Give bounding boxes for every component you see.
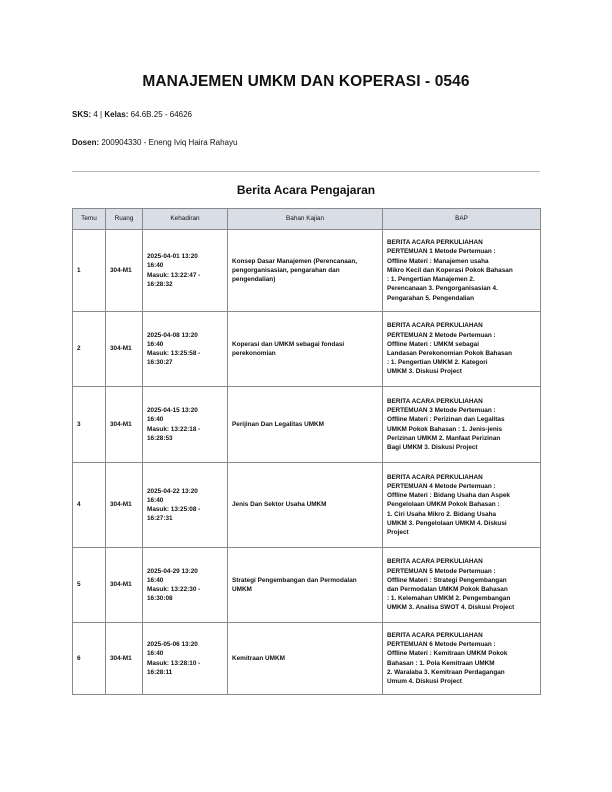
- bap-line: Offline Materi : UMKM sebagai: [387, 340, 479, 348]
- bap-line: Offline Materi : Perizinan dan Legalitas: [387, 416, 505, 424]
- bap-line: PERTEMUAN 3 Metode Pertemuan :: [387, 407, 496, 415]
- bap-line: Bahasan : 1. Pola Kemitraan UMKM: [387, 659, 495, 667]
- bap-line: PERTEMUAN 1 Metode Pertemuan :: [387, 248, 496, 256]
- dosen-value: 200904330 - Eneng Iviq Haira Rahayu: [101, 138, 238, 147]
- kehadiran-line: 2025-04-22 13:20: [147, 487, 198, 495]
- kehadiran-line: 16:27:31: [147, 515, 173, 523]
- bap-line: Project: [387, 529, 409, 536]
- kehadiran-line: 16:30:08: [147, 595, 173, 603]
- bap-line: BERITA ACARA PERKULIAHAN: [387, 631, 483, 639]
- bap-line: Perencanaan 3. Pengorganisasian 4.: [387, 285, 498, 293]
- bap-line: : 1. Pengertian Manajemen 2.: [387, 276, 475, 284]
- cell-temu: 1: [73, 230, 106, 312]
- kehadiran-line: 2025-04-01 13:20: [147, 253, 198, 261]
- cell-bahan-kajian: Strategi Pengembangan dan Permodalan UMKM: [228, 548, 383, 623]
- cell-bap: [383, 230, 541, 312]
- header-bahan-kajian: Bahan Kajian: [228, 209, 383, 230]
- bap-line: Offline Materi : Bidang Usaha dan Aspek: [387, 492, 510, 500]
- cell-kehadiran: [143, 548, 228, 623]
- bap-line: Landasan Perekonomian Pokok Bahasan: [387, 350, 513, 357]
- document-title: MANAJEMEN UMKM DAN KOPERASI - 0546: [142, 73, 470, 90]
- bap-line: PERTEMUAN 2 Metode Pertemuan :: [387, 331, 496, 339]
- kehadiran-line: 16:28:11: [147, 668, 173, 676]
- bap-line: 1. Ciri Usaha Mikro 2. Bidang Usaha: [387, 510, 497, 518]
- kehadiran-line: Masuk: 13:25:08 -: [147, 506, 201, 513]
- divider: [72, 171, 540, 172]
- bap-line: BERITA ACARA PERKULIAHAN: [387, 473, 483, 481]
- kelas-label: Kelas:: [104, 110, 129, 119]
- cell-kehadiran: [143, 463, 228, 548]
- table-row: [73, 463, 541, 548]
- cell-bahan-kajian: Jenis Dan Sektor Usaha UMKM: [228, 463, 383, 548]
- cell-bap: [383, 387, 541, 463]
- meta-separator: |: [100, 110, 103, 119]
- table-row: [73, 623, 541, 695]
- bap-line: BERITA ACARA PERKULIAHAN: [387, 397, 483, 405]
- cell-temu: 3: [73, 387, 106, 463]
- kelas-value: 64.6B.25 - 64626: [130, 110, 192, 119]
- header-temu: Temu: [73, 209, 106, 230]
- cell-bap: [383, 548, 541, 623]
- cell-kehadiran: [143, 387, 228, 463]
- kehadiran-line: Masuk: 13:22:30 -: [147, 586, 201, 593]
- bap-line: UMKM 3. Pengelolaan UMKM 4. Diskusi: [387, 519, 507, 527]
- bap-line: : 1. Kelemahan UMKM 2. Pengembangan: [387, 595, 511, 603]
- cell-ruang: 304-M1: [106, 387, 143, 463]
- kehadiran-line: Masuk: 13:25:58 -: [147, 350, 201, 357]
- bap-line: Umum 4. Diskusi Project: [387, 677, 462, 685]
- course-meta: [72, 110, 192, 119]
- cell-ruang: 304-M1: [106, 312, 143, 387]
- header-ruang: Ruang: [106, 209, 143, 230]
- cell-kehadiran: [143, 623, 228, 695]
- table-row: [73, 548, 541, 623]
- cell-temu: 5: [73, 548, 106, 623]
- bap-line: PERTEMUAN 5 Metode Pertemuan :: [387, 567, 496, 575]
- kehadiran-line: 2025-04-08 13:20: [147, 331, 198, 339]
- bap-line: BERITA ACARA PERKULIAHAN: [387, 239, 483, 247]
- kehadiran-line: Masuk: 13:22:18 -: [147, 425, 201, 433]
- bap-line: UMKM 3. Analisa SWOT 4. Diskusi Project: [387, 604, 515, 612]
- cell-bahan-kajian: Perijinan Dan Legalitas UMKM: [228, 387, 383, 463]
- dosen-label: Dosen:: [72, 138, 100, 147]
- cell-bahan-kajian: Kemitraan UMKM: [228, 623, 383, 695]
- kehadiran-line: Masuk: 13:28:10 -: [147, 659, 201, 667]
- kehadiran-line: 16:40: [147, 416, 164, 424]
- kehadiran-line: Masuk: 13:22:47 -: [147, 271, 201, 279]
- kehadiran-line: 16:28:32: [147, 280, 173, 288]
- kehadiran-line: 16:40: [147, 262, 164, 270]
- bap-line: Offline Materi : Strategi Pengembangan: [387, 576, 507, 584]
- bap-line: Pengelolaan UMKM Pokok Bahasan :: [387, 501, 500, 509]
- sks-value: 4: [93, 110, 98, 119]
- cell-bap: [383, 623, 541, 695]
- cell-bahan-kajian: Konsep Dasar Manajemen (Perencanaan, pengorganisasian, pengarahan dan pengendalian): [228, 230, 383, 312]
- cell-ruang: 304-M1: [106, 463, 143, 548]
- kehadiran-line: 2025-05-06 13:20: [147, 641, 198, 649]
- bap-line: UMKM Pokok Bahasan : 1. Jenis-jenis: [387, 425, 503, 433]
- header-bap: BAP: [383, 209, 541, 230]
- cell-ruang: 304-M1: [106, 548, 143, 623]
- table-header-row: [73, 209, 541, 230]
- bap-line: BERITA ACARA PERKULIAHAN: [387, 558, 483, 566]
- teaching-log-table: [72, 208, 541, 695]
- bap-line: Offline Materi : Manajemen usaha: [387, 257, 489, 265]
- cell-temu: 6: [73, 623, 106, 695]
- cell-temu: 4: [73, 463, 106, 548]
- bap-line: PERTEMUAN 6 Metode Pertemuan :: [387, 641, 496, 649]
- cell-bahan-kajian: Koperasi dan UMKM sebagai fondasi perekonomian: [228, 312, 383, 387]
- cell-kehadiran: [143, 230, 228, 312]
- cell-ruang: 304-M1: [106, 230, 143, 312]
- cell-bap: [383, 312, 541, 387]
- bap-line: dan Permodalan UMKM Pokok Bahasan: [387, 586, 508, 593]
- bap-line: UMKM 3. Diskusi Project: [387, 368, 462, 376]
- kehadiran-line: 16:40: [147, 496, 164, 504]
- bap-line: Mikro Kecil dan Koperasi Pokok Bahasan: [387, 266, 513, 274]
- cell-kehadiran: [143, 312, 228, 387]
- bap-line: PERTEMUAN 4 Metode Pertemuan :: [387, 482, 496, 490]
- kehadiran-line: 16:28:53: [147, 434, 173, 442]
- kehadiran-line: 2025-04-15 13:20: [147, 407, 198, 415]
- table-row: [73, 230, 541, 312]
- table-row: [73, 387, 541, 463]
- kehadiran-line: 16:40: [147, 340, 164, 348]
- cell-bap: [383, 463, 541, 548]
- section-title: Berita Acara Pengajaran: [236, 183, 376, 197]
- bap-line: : 1. Pengertian UMKM 2. Kategori: [387, 359, 488, 367]
- kehadiran-line: 16:40: [147, 650, 164, 658]
- table-row: [73, 312, 541, 387]
- kehadiran-line: 16:30:27: [147, 359, 173, 367]
- bap-line: Pengarahan 5. Pengendalian: [387, 294, 475, 302]
- bap-line: 2. Waralaba 3. Kemitraan Perdagangan: [387, 668, 505, 676]
- header-kehadiran: Kehadiran: [143, 209, 228, 230]
- lecturer-meta: [72, 138, 237, 147]
- bap-line: Bagi UMKM 3. Diskusi Project: [387, 443, 478, 451]
- cell-temu: 2: [73, 312, 106, 387]
- sks-label: SKS:: [72, 110, 92, 119]
- bap-line: BERITA ACARA PERKULIAHAN: [387, 322, 483, 330]
- cell-ruang: 304-M1: [106, 623, 143, 695]
- kehadiran-line: 16:40: [147, 576, 164, 584]
- bap-line: Offline Materi : Kemitraan UMKM Pokok: [387, 650, 508, 658]
- kehadiran-line: 2025-04-29 13:20: [147, 567, 198, 575]
- bap-line: Perizinan UMKM 2. Manfaat Perizinan: [387, 434, 501, 442]
